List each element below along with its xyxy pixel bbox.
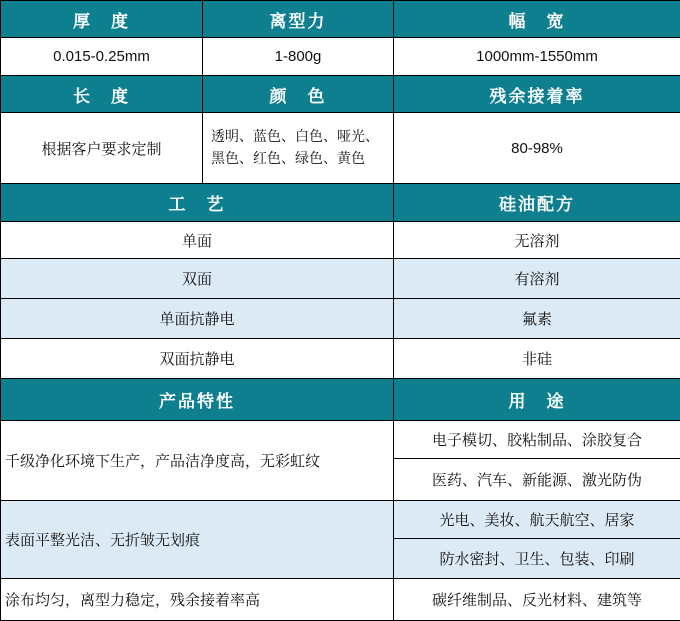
- value-single-side-antistatic: 单面抗静电: [1, 299, 394, 339]
- data-row-basic-2: [1, 113, 680, 184]
- value-color-list: [203, 113, 394, 184]
- use-carbon-fiber: 碳纤维制品、反光材料、建筑等: [394, 579, 680, 621]
- color-list-line-2: 黑色、红色、绿色、黄色: [211, 148, 393, 170]
- value-thickness: 0.015-0.25mm: [1, 38, 203, 76]
- header-applications: 用 途: [394, 379, 680, 421]
- header-product-features: 产品特性: [1, 379, 394, 421]
- header-row-process: [1, 184, 680, 222]
- header-row-features: [1, 379, 680, 421]
- feature-row-surface: [1, 501, 680, 539]
- process-row-single-side-antistatic: [1, 299, 680, 339]
- use-waterproof: 防水密封、卫生、包装、印刷: [394, 539, 680, 579]
- value-fluorine: 氟素: [394, 299, 680, 339]
- process-row-single-side: [1, 222, 680, 259]
- header-residual-adhesion: 残余接着率: [394, 76, 680, 113]
- process-row-double-side: [1, 259, 680, 299]
- header-length: 长 度: [1, 76, 203, 113]
- value-double-side: 双面: [1, 259, 394, 299]
- feature-coating: 涂布均匀，离型力稳定，残余接着率高: [1, 579, 394, 621]
- header-thickness: 厚 度: [1, 1, 203, 38]
- value-single-side: 单面: [1, 222, 394, 259]
- value-length: 根据客户要求定制: [1, 113, 203, 184]
- use-optoelectronics: 光电、美妆、航天航空、居家: [394, 501, 680, 539]
- feature-cleanroom: 千级净化环境下生产，产品洁净度高，无彩虹纹: [1, 421, 394, 501]
- feature-surface: 表面平整光洁、无折皱无划痕: [1, 501, 394, 579]
- value-double-side-antistatic: 双面抗静电: [1, 339, 394, 379]
- value-web-width: 1000mm-1550mm: [394, 38, 680, 76]
- use-die-cutting: 电子模切、胶粘制品、涂胶复合: [394, 421, 680, 459]
- header-row-basic-1: [1, 1, 680, 38]
- value-residual-adhesion: 80-98%: [394, 113, 680, 184]
- process-row-double-side-antistatic: [1, 339, 680, 379]
- color-list-line-1: 透明、蓝色、白色、哑光、: [211, 126, 393, 148]
- value-non-silicone: 非硅: [394, 339, 680, 379]
- header-row-basic-2: [1, 76, 680, 113]
- header-web-width: 幅 宽: [394, 1, 680, 38]
- use-medical: 医药、汽车、新能源、激光防伪: [394, 459, 680, 501]
- header-process: 工 艺: [1, 184, 394, 222]
- feature-row-cleanroom: [1, 421, 680, 459]
- value-solvent-based: 有溶剂: [394, 259, 680, 299]
- value-solvent-free: 无溶剂: [394, 222, 680, 259]
- header-release-force: 离型力: [203, 1, 394, 38]
- value-release-force: 1-800g: [203, 38, 394, 76]
- header-color: 颜 色: [203, 76, 394, 113]
- feature-row-coating: [1, 579, 680, 621]
- header-silicone-formula: 硅油配方: [394, 184, 680, 222]
- data-row-basic-1: [1, 38, 680, 76]
